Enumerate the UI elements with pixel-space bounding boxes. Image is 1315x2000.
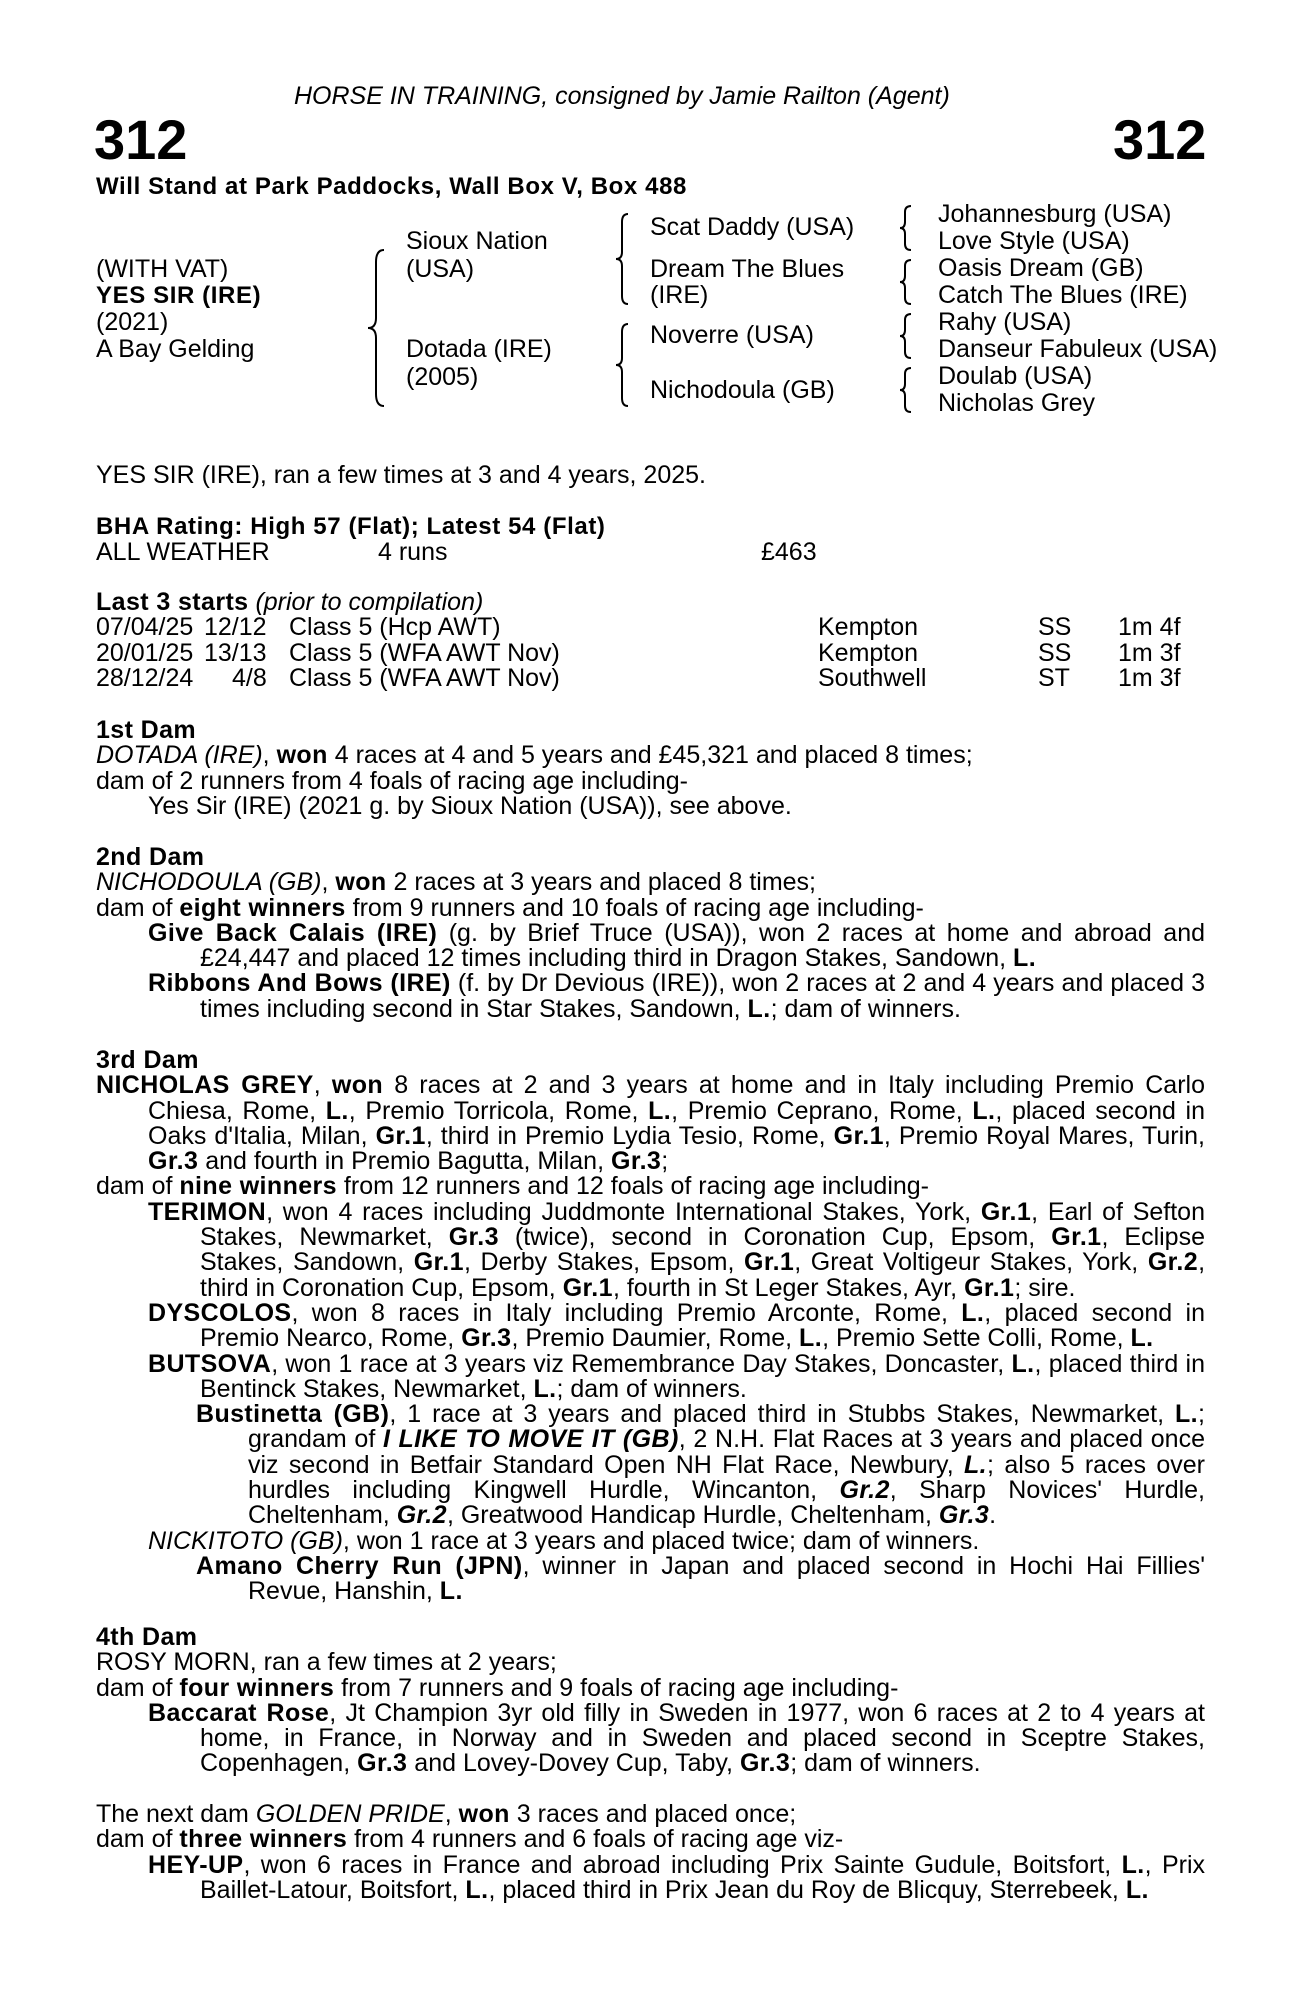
offspring-give-back-calais: Give Back Calais (IRE) (g. by Brief Truce (USA)), won 2 races at home and abroad and £24,447 and placed 12 times including third in Dragon Stakes, Sandown, L. [148,918,1205,973]
second-dam-record: NICHODOULA (GB), won 2 races at 3 years and placed 8 times; [96,868,816,897]
ggp-1: Johannesburg (USA) [938,200,1172,228]
fourth-dam-produce: dam of four winners from 7 runners and 9 foals of racing age including- [96,1673,899,1702]
lot-number-right: 312 [1113,108,1207,171]
pedigree-brace-dam [612,322,634,408]
third-dam-produce: dam of nine winners from 12 runners and 12 foals of racing age including- [96,1172,930,1201]
start-distance: 1m 3f [1118,664,1181,692]
race-summary: YES SIR (IRE), ran a few times at 3 and 4 years, 2025. [96,461,706,489]
start-position: 13/13 [204,639,267,667]
sire-dam: Dream The Blues [650,255,845,283]
pedigree-brace-g2 [897,258,917,306]
start-position: 12/12 [204,613,267,641]
sire-name: Sioux Nation [406,227,548,255]
third-dam-record: NICHOLAS GREY, won 8 races at 2 and 3 years at home and in Italy including Premio Carlo Chiesa, Rome, L., Premio Torricola, Rome, L., Premio Ceprano, Rome, L., placed second in Oaks d'Italia, Milan, Gr.1, third in Premio Lydia Tesio, Rome, Gr.1, Premio Royal Mares, Turin, Gr.3 and fourth in Premio Bagutta, Milan, Gr.3; [96,1071,1205,1176]
start-course: Kempton [818,613,919,641]
pedigree-brace-g4 [897,366,917,414]
consignment-line: HORSE IN TRAINING, consigned by Jamie Railton (Agent) [294,82,950,110]
start-course: Southwell [818,664,927,692]
first-dam-section [96,718,1205,819]
start-distance: 1m 4f [1118,613,1181,641]
second-dam-produce: dam of eight winners from 9 runners and 10 foals of racing age including- [96,893,924,922]
first-dam-foal: Yes Sir (IRE) (2021 g. by Sioux Nation (USA)), see above. [148,791,792,820]
second-dam-section [96,845,1205,1022]
vat-status: (WITH VAT) [96,255,229,283]
pedigree-brace-sire [612,212,634,306]
stabling-line: Will Stand at Park Paddocks, Wall Box V, Box 488 [96,173,687,200]
dam-sire: Noverre (USA) [650,321,814,349]
next-dam-record: The next dam GOLDEN PRIDE, won 3 races and placed once; [96,1800,797,1828]
offspring-butsova: BUTSOVA, won 1 race at 3 years viz Remembrance Day Stakes, Doncaster, L., placed third in Bentinck Stakes, Newmarket, L.; dam of winners. [148,1349,1205,1403]
start-going: ST [1038,664,1070,692]
runs-count: 4 runs [378,538,448,566]
ggp-4: Catch The Blues (IRE) [938,281,1188,309]
offspring-dyscolos: DYSCOLOS, won 8 races in Italy including Premio Arconte, Rome, L., placed second in Premio Nearco, Rome, Gr.3, Premio Daumier, Rome, L., Premio Sette Colli, Rome, L. [148,1298,1205,1353]
first-dam-heading: 1st Dam [96,716,197,744]
start-distance: 1m 3f [1118,639,1181,667]
start-going: SS [1038,613,1072,641]
first-dam-record: DOTADA (IRE), won 4 races at 4 and 5 years and £45,321 and placed 8 times; [96,741,973,770]
sire-sire: Scat Daddy (USA) [650,213,855,241]
ggp-7: Doulab (USA) [938,362,1093,390]
start-date: 28/12/24 [96,664,194,692]
horse-name: YES SIR (IRE) [96,282,262,309]
sire-dam-origin: (IRE) [650,281,709,309]
offspring-baccarat-rose: Baccarat Rose, Jt Champion 3yr old filly in Sweden in 1977, won 6 races at 2 to 4 years at home, in France, in Norway and in Sweden and placed second in Sceptre Stakes, Copenhagen, Gr.3 and Lovey-Dovey Cup, Taby, Gr.3; dam of winners. [148,1698,1206,1778]
next-dam-section [96,1802,1205,1903]
ggp-2: Love Style (USA) [938,227,1130,255]
ggp-5: Rahy (USA) [938,308,1072,336]
offspring-amano-cherry-run: Amano Cherry Run (JPN), winner in Japan and placed second in Hochi Hai Fillies' Revue, Hanshin, L. [196,1551,1205,1606]
horse-description: A Bay Gelding [96,335,255,363]
start-race: Class 5 (Hcp AWT) [289,613,501,641]
earnings: £463 [761,538,817,566]
horse-year: (2021) [96,308,169,336]
fourth-dam-record: ROSY MORN, ran a few times at 2 years; [96,1648,557,1677]
pedigree-brace-main [362,248,392,408]
last-starts-note: (prior to compilation) [255,588,484,616]
start-course: Kempton [818,639,919,667]
start-going: SS [1038,639,1072,667]
dam-year: (2005) [406,363,479,391]
third-dam-heading: 3rd Dam [96,1046,199,1074]
dam-name: Dotada (IRE) [406,335,552,363]
offspring-nickitoto: NICKITOTO (GB), won 1 race at 3 years and placed twice; dam of winners. [148,1526,980,1555]
bha-rating: BHA Rating: High 57 (Flat); Latest 54 (Flat) [96,513,606,540]
ggp-6: Danseur Fabuleux (USA) [938,335,1218,363]
lot-number-left: 312 [94,108,188,171]
start-race: Class 5 (WFA AWT Nov) [289,664,560,692]
fourth-dam-section [96,1625,1205,1777]
sire-origin: (USA) [406,255,475,283]
dam-dam: Nichodoula (GB) [650,376,835,404]
ggp-8: Nicholas Grey [938,389,1095,417]
start-position: 4/8 [232,664,267,692]
last-starts-heading [96,590,483,615]
start-date: 07/04/25 [96,613,194,641]
surface-label: ALL WEATHER [96,538,270,566]
fourth-dam-heading: 4th Dam [96,1623,198,1651]
last-starts-title: Last 3 starts [96,588,249,616]
pedigree-brace-g1 [897,204,917,252]
start-race: Class 5 (WFA AWT Nov) [289,639,560,667]
second-dam-heading: 2nd Dam [96,843,205,871]
first-dam-produce: dam of 2 runners from 4 foals of racing age including- [96,766,688,795]
offspring-bustinetta: Bustinetta (GB), 1 race at 3 years and placed third in Stubbs Stakes, Newmarket, L.; grandam of I LIKE TO MOVE IT (GB), 2 N.H. Flat Races at 3 years and placed once viz second in Betfair Standard Open NH Flat Race, Newbury, L.; also 5 races over hurdles including Kingwell Hurdle, Wincanton, Gr.2, Sharp Novices' Hurdle, Cheltenham, Gr.2, Greatwood Handicap Hurdle, Cheltenham, Gr.3. [196,1400,1205,1530]
start-date: 20/01/25 [96,639,194,667]
offspring-hey-up: HEY-UP, won 6 races in France and abroad including Prix Sainte Gudule, Boitsfort, L., Prix Baillet-Latour, Boitsfort, L., placed third in Prix Jean du Roy de Blicquy, Sterrebeek, L. [148,1850,1205,1904]
pedigree-brace-g3 [897,312,917,360]
offspring-ribbons-and-bows: Ribbons And Bows (IRE) (f. by Dr Devious (IRE)), won 2 races at 2 and 4 years and placed 3 times including second in Star Stakes, Sandown, L.; dam of winners. [148,969,1205,1023]
offspring-terimon: TERIMON, won 4 races including Juddmonte International Stakes, York, Gr.1, Earl of Sefton Stakes, Newmarket, Gr.3 (twice), second in Coronation Cup, Epsom, Gr.1, Eclipse Stakes, Sandown, Gr.1, Derby Stakes, Epsom, Gr.1, Great Voltigeur Stakes, York, Gr.2, third in Coronation Cup, Epsom, Gr.1, fourth in St Leger Stakes, Ayr, Gr.1; sire. [148,1197,1206,1302]
third-dam-section [96,1048,1205,1605]
ggp-3: Oasis Dream (GB) [938,254,1144,282]
next-dam-produce: dam of three winners from 4 runners and 6 foals of racing age viz- [96,1825,844,1854]
